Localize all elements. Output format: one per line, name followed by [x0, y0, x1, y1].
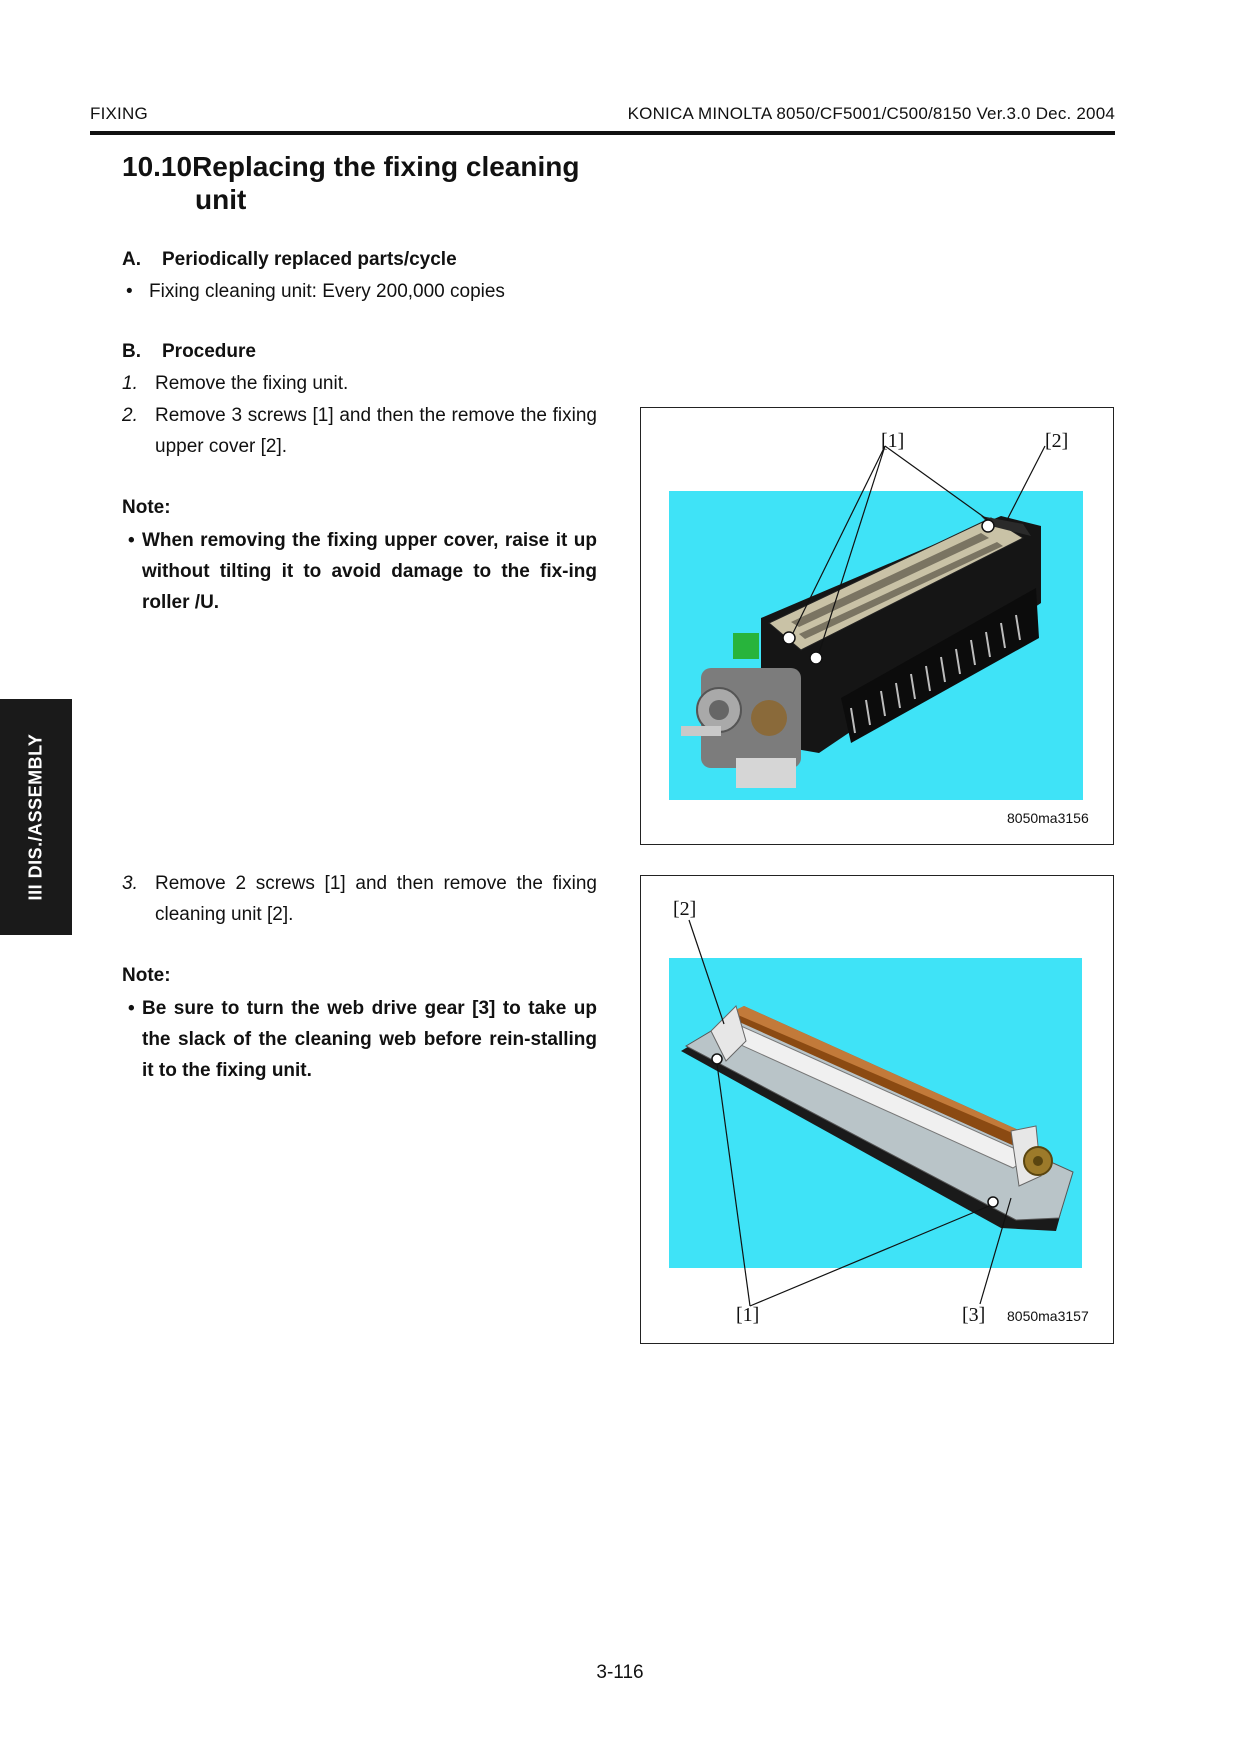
figure-2-label-2: [2] — [673, 898, 697, 920]
header-product: KONICA MINOLTA 8050/CF5001/C500/8150 Ver.3.0 Dec. 2004 — [627, 104, 1115, 123]
section-b-title: Procedure — [162, 341, 256, 362]
note2-heading: Note: — [122, 965, 171, 986]
figure-2 — [640, 875, 1114, 1344]
screw-1b — [988, 1197, 998, 1207]
bullet-item: Fixing cleaning unit: Every 200,000 copies — [149, 281, 505, 302]
page-number: 3-116 — [596, 1662, 644, 1683]
note2 — [128, 993, 597, 1086]
side-tab — [0, 699, 72, 935]
section-a-title: Periodically replaced parts/cycle — [162, 249, 457, 270]
note2-bullet: • — [128, 998, 135, 1019]
step2-text: Remove 3 screws [1] and then the remove the fixing upper cover [2]. — [155, 405, 597, 457]
section-b-label: B. — [122, 341, 141, 362]
figure-1-code: 8050ma3156 — [1007, 810, 1089, 826]
screw-1a — [982, 520, 994, 532]
figure-2-label-1: [1] — [736, 1304, 760, 1326]
screw-1c — [810, 652, 822, 664]
note1 — [128, 525, 597, 618]
header-section: FIXING — [90, 104, 148, 123]
figure-2-code: 8050ma3157 — [1007, 1308, 1089, 1324]
title-number: 10.10 — [122, 151, 193, 182]
figure-1-illustration — [641, 408, 1113, 844]
section-a-label: A. — [122, 249, 141, 270]
bullet-dot: • — [126, 281, 133, 302]
title-line1: Replacing the fixing cleaning — [192, 151, 580, 182]
figure-1-label-1: [1] — [881, 430, 905, 452]
side-tab-label: III DIS./ASSEMBLY — [25, 733, 46, 901]
green-knob — [733, 633, 759, 659]
note1-heading: Note: — [122, 497, 171, 518]
note1-bullet: • — [128, 530, 135, 551]
step3-text: Remove 2 screws [1] and then remove the fixing cleaning unit [2]. — [155, 873, 597, 925]
header-rule — [90, 131, 1115, 135]
figure-1-label-2: [2] — [1045, 430, 1069, 452]
figure-1 — [640, 407, 1114, 845]
section-b-heading — [122, 341, 256, 363]
screw-1a — [712, 1054, 722, 1064]
note1-text: When removing the fixing upper cover, raise it up without tilting it to avoid damage to the fix-ing roller /U. — [142, 530, 597, 613]
figure-2-illustration — [641, 876, 1113, 1343]
note2-text: Be sure to turn the web drive gear [3] to take up the slack of the cleaning web before rein-stalling it to the fixing unit. — [142, 998, 597, 1081]
title-line2: unit — [195, 184, 247, 215]
section-a-heading — [122, 249, 457, 271]
step2-number: 2. — [122, 405, 138, 426]
page-title — [122, 150, 642, 216]
screw-1b — [783, 632, 795, 644]
step1-text: Remove the fixing unit. — [155, 373, 349, 394]
figure-2-label-3: [3] — [962, 1304, 986, 1326]
step1-number: 1. — [122, 373, 138, 394]
step3-number: 3. — [122, 873, 138, 894]
